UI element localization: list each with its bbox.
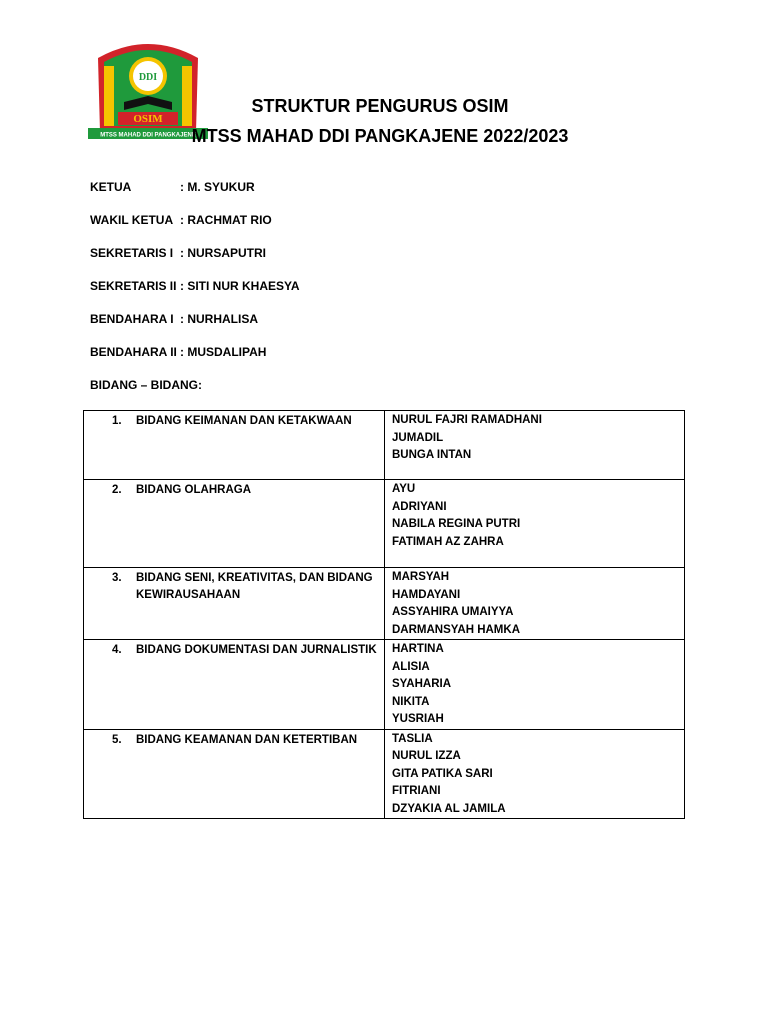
logo-ring-text: MTSS MAHAD DDI PANGKAJENE (100, 132, 196, 139)
logo-left-pillar (104, 66, 114, 126)
member-name: TASLIA (392, 732, 433, 745)
departments-table (83, 410, 685, 819)
member-name: SYAHARIA (392, 678, 452, 690)
officer-role: SEKRETARIS I (90, 246, 174, 260)
table-row (84, 729, 685, 819)
department-cell (84, 640, 385, 730)
department-number: 5. (112, 733, 122, 746)
department-number: 2. (112, 484, 122, 496)
department-name: BIDANG KEIMANAN DAN KETAKWAAN (136, 415, 352, 427)
officer-row (90, 180, 255, 194)
members-cell (385, 640, 685, 730)
member-name: HARTINA (392, 643, 444, 655)
officer-name: : SITI NUR KHAESYA (180, 279, 300, 293)
officer-role: BENDAHARA I (90, 312, 174, 326)
table-row (84, 480, 685, 568)
officer-row (90, 246, 266, 260)
officer-name: : MUSDALIPAH (180, 345, 267, 359)
member-name: NIKITA (392, 695, 430, 708)
member-name: YUSRIAH (392, 713, 444, 725)
department-cell (84, 729, 385, 819)
department-name: BIDANG OLAHRAGA (136, 484, 251, 496)
member-name: HAMDAYANI (392, 588, 461, 601)
member-name: NURUL FAJRI RAMADHANI (392, 414, 542, 426)
officer-role: WAKIL KETUA (90, 213, 174, 227)
member-name: FATIMAH AZ ZAHRA (392, 535, 504, 548)
page-title-line2: MTSS MAHAD DDI PANGKAJENE 2022/2023 (191, 126, 569, 146)
member-name: ADRIYANI (392, 500, 447, 513)
officer-name: : M. SYUKUR (180, 180, 255, 194)
member-name: ALISIA (392, 660, 430, 673)
officer-row (90, 312, 258, 326)
officer-name: : NURHALISA (180, 312, 258, 326)
members-cell (385, 568, 685, 640)
officer-role: SEKRETARIS II (90, 279, 177, 293)
officer-name: : NURSAPUTRI (180, 246, 266, 260)
table-row (84, 411, 685, 480)
department-name: BIDANG DOKUMENTASI DAN JURNALISTIK (136, 644, 377, 656)
officer-row (90, 279, 300, 293)
member-name: JUMADIL (392, 431, 444, 444)
member-name: AYU (392, 483, 416, 495)
member-name: ASSYAHIRA UMAIYYA (392, 606, 514, 618)
member-name: MARSYAH (392, 571, 450, 583)
officer-role: BENDAHARA II (90, 345, 177, 359)
department-number: 1. (112, 415, 122, 427)
table-row (84, 568, 685, 640)
department-name: BIDANG SENI, KREATIVITAS, DAN BIDANG KEWIRAUSAHAAN (136, 572, 373, 601)
officer-name: : RACHMAT RIO (180, 213, 272, 227)
department-cell (84, 411, 385, 480)
department-cell (84, 568, 385, 640)
member-name: DARMANSYAH HAMKA (392, 623, 520, 636)
officer-row (90, 345, 266, 359)
member-name: NURUL IZZA (392, 750, 461, 762)
members-cell (385, 411, 685, 480)
bidang-heading: BIDANG – BIDANG: (90, 378, 203, 392)
table-row (84, 640, 685, 730)
officer-role: KETUA (90, 180, 132, 194)
logo-banner-text: OSIM (133, 113, 163, 125)
members-cell (385, 480, 685, 568)
member-name: FITRIANI (392, 785, 441, 797)
member-name: GITA PATIKA SARI (392, 767, 493, 780)
officer-row (90, 213, 272, 227)
page-title-line1: STRUKTUR PENGURUS OSIM (251, 96, 509, 116)
department-number: 3. (112, 572, 122, 584)
department-cell (84, 480, 385, 568)
member-name: NABILA REGINA PUTRI (392, 518, 521, 530)
member-name: BUNGA INTAN (392, 449, 472, 461)
department-name: BIDANG KEAMANAN DAN KETERTIBAN (136, 733, 358, 746)
members-cell (385, 729, 685, 819)
department-number: 4. (112, 644, 122, 656)
logo-center-text: DDI (138, 72, 158, 83)
member-name: DZYAKIA AL JAMILA (392, 802, 506, 815)
